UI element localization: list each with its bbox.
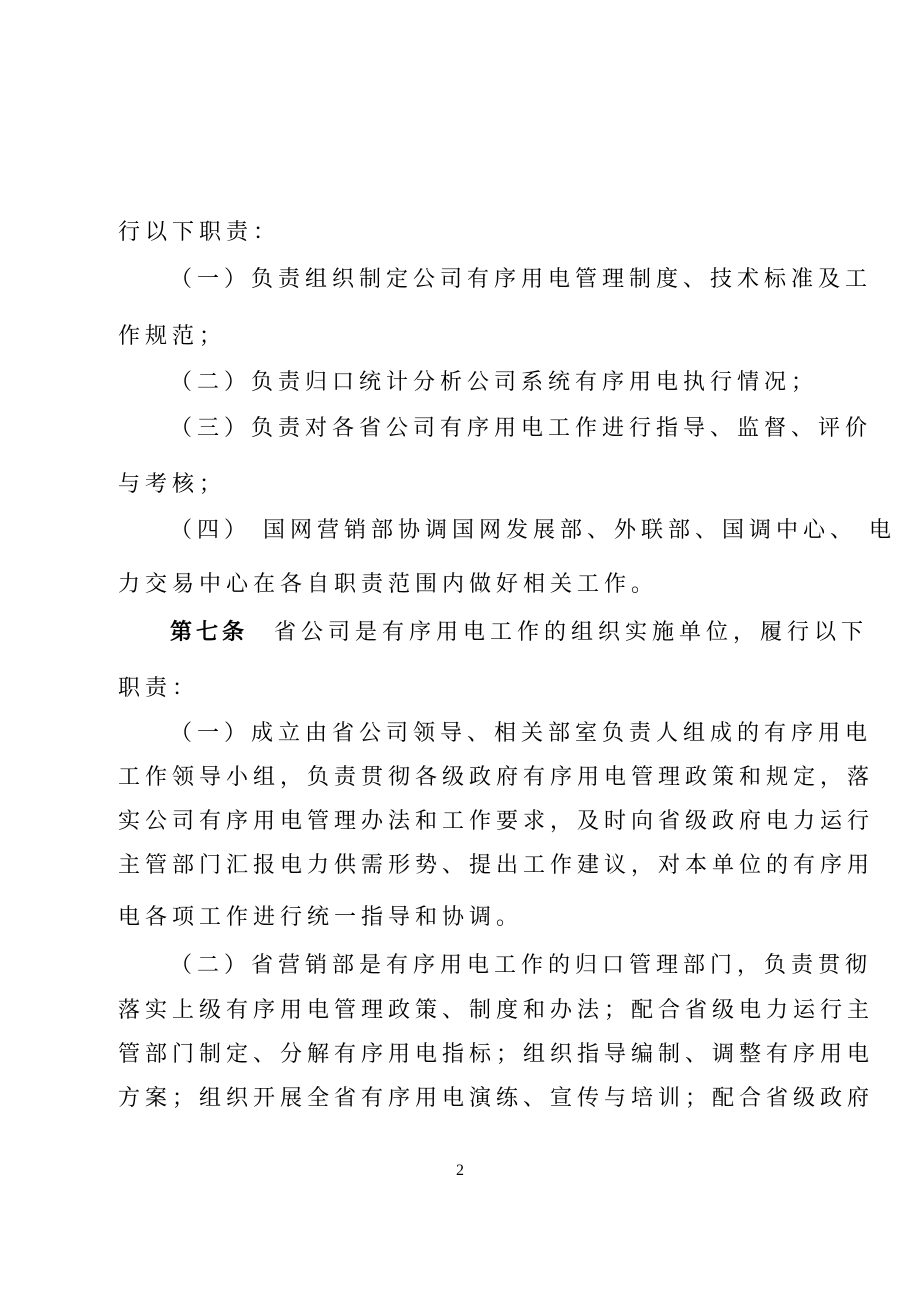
text-line: 管部门制定、分解有序用电指标；组织指导编制、调整有序用电 xyxy=(118,1042,875,1067)
text-line: （一）负责组织制定公司有序用电管理制度、技术标准及工 xyxy=(170,267,873,292)
text-line: （二）负责归口统计分析公司系统有序用电执行情况； xyxy=(170,370,819,395)
article-7-line xyxy=(170,617,869,648)
text-line: 主管部门汇报电力供需形势、提出工作建议，对本单位的有序用 xyxy=(118,853,875,878)
text-line: 职责： xyxy=(118,676,200,701)
text-line: （一）成立由省公司领导、相关部室负责人组成的有序用电 xyxy=(170,721,873,746)
text-line: 落实上级有序用电管理政策、制度和办法；配合省级电力运行主 xyxy=(118,998,875,1023)
text-line: 电各项工作进行统一指导和协调。 xyxy=(118,905,524,930)
text-line: 实公司有序用电管理办法和工作要求，及时向省级政府电力运行 xyxy=(118,809,875,834)
text-line: 力交易中心在各自职责范围内做好相关工作。 xyxy=(118,572,659,597)
article-text: 省公司是有序用电工作的组织实施单位，履行以下 xyxy=(274,620,869,645)
page-number: 2 xyxy=(456,1162,464,1179)
text-line: 工作领导小组，负责贯彻各级政府有序用电管理政策和规定，落 xyxy=(118,765,875,790)
text-line: （三）负责对各省公司有序用电工作进行指导、监督、评价 xyxy=(170,416,873,441)
text-line: 与考核； xyxy=(118,472,227,497)
text-line: （二）省营销部是有序用电工作的归口管理部门，负责贯彻 xyxy=(170,953,873,978)
text-line: 方案；组织开展全省有序用电演练、宣传与培训；配合省级政府 xyxy=(118,1086,875,1111)
article-label: 第七条 xyxy=(170,619,249,645)
text-line: （四） 国网营销部协调国网发展部、外联部、国调中心、 电 xyxy=(170,518,896,543)
text-line: 作规范； xyxy=(118,324,227,349)
text-line: 行以下职责： xyxy=(118,220,281,245)
